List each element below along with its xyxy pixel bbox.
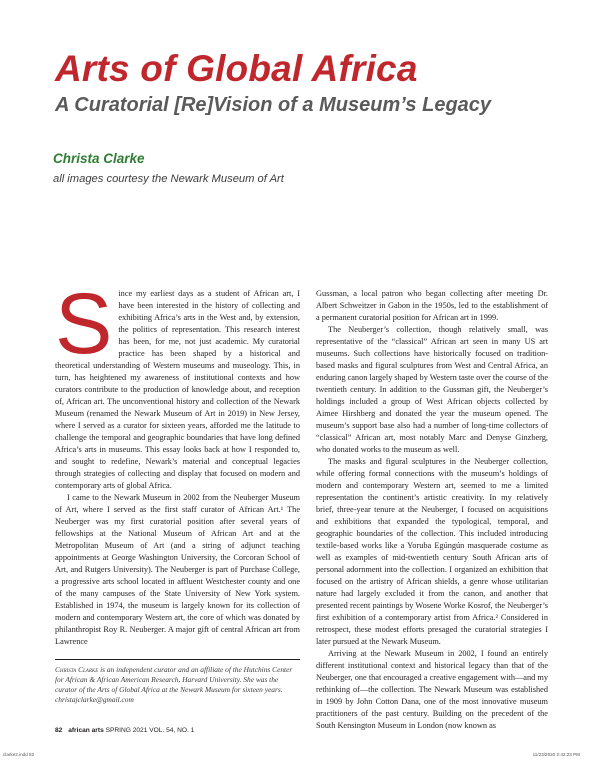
drop-cap: S (55, 276, 113, 372)
body-column-left (55, 276, 300, 648)
issue-info: SPRING 2021 VOL. 54, NO. 1 (105, 727, 195, 734)
bio-text: is an independent curator and an affiliate of the Hutchins Center for African & African American Research, Harvard University. She was the curator of the Arts of Global Africa at the Newark Museum for sixteen years. christajclarke@gmail.com (55, 665, 293, 704)
article-title: Arts of Global Africa (55, 48, 418, 89)
author-byline: Christa Clarke (53, 151, 145, 166)
print-slug-timestamp: 11/23/2020 2:42:23 PM (532, 752, 580, 757)
magazine-name: african arts (68, 727, 104, 734)
body-paragraph: The Neuberger’s collection, though relatively small, was representative of the “classical” African art seen in many US art museums. Such collections have historically focused on tradition-based masks and figural sculptures from West and Central Africa, an enduring canon largely shaped by Western taste over the course of the twentieth century. In addition to the Gussman gift, the Neuberger’s holdings included a group of West African objects collected by Aimee Hirshberg and donated the year the museum opened. The museum’s support base also had a number of long-time collectors of “classical” African art, most notably Marc and Denyse Ginzberg, who donated works to the museum as well. (316, 325, 548, 454)
print-slug-file: clarke2.indd 82 (3, 752, 35, 757)
image-credit: all images courtesy the Newark Museum of Art (53, 173, 284, 185)
page-number: 82 (55, 727, 63, 734)
body-paragraph: ince my earliest days as a student of African art, I have been interested in the history of collecting and exhibiting Africa’s arts in the West and, by extension, the politics of representation. This research interest has been, for me, not just academic. My curatorial practice has been shaped by a historical and theoretical understanding of Western museums and museology. This, in turn, has heightened my awareness of institutional contexts and how curators contribute to the production of knowledge about, and reception of, African art. The unconventional history and collection of the Newark Museum (renamed the Newark Museum of Art in 2019) in New Jersey, where I served as a curator for sixteen years, afforded me the latitude to challenge the temporal and geographic boundaries that have long defined Africa’s arts in museums. This essay looks back at how I responded to, and sought to redefine, Newark’s material and conceptual legacies through strategies of collecting and display that focused on modern and contemporary arts of global Africa. (55, 289, 300, 490)
body-paragraph: Arriving at the Newark Museum in 2002, I found an entirely different institutional context and historical legacy than that of the Neuberger, one that encouraged a creative engagement with—and my rethinking of—the collection. The Newark Museum was established in 1909 by John Cotton Dana, one of the most innovative museum practitioners of the past century. Building on the precedent of the South Kensington Museum in London (now known as (316, 649, 548, 730)
author-bio (55, 659, 300, 705)
body-column-right (316, 288, 548, 732)
body-paragraph: Gussman, a local patron who began collecting after meeting Dr. Albert Schweitzer in Gabon in the 1950s, led to the establishment of a permanent curatorial position for African art in 1999. (316, 289, 548, 322)
article-subtitle: A Curatorial [Re]Vision of a Museum’s Legacy (55, 94, 492, 116)
body-paragraph: I came to the Newark Museum in 2002 from the Neuberger Museum of Art, where I served as the first staff curator of African Art.¹ The Neuberger was my first curatorial position after several years of fellowships at the National Museum of African Art and at the Metropolitan Museum of Art (and a string of adjunct teaching appointments at George Washington University, the Corcoran School of Art, and Rutgers University). The Neuberger is part of Purchase College, a progressive arts school located in affluent Westchester county and one of the many campuses of the State University of New York system. Established in 1974, the museum is largely known for its collection of modern and contemporary Western art, the core of which was donated by philanthropist Roy R. Neuberger. A major gift of central African art from Lawrence (55, 493, 300, 646)
page-footer (55, 727, 194, 734)
bio-author-name: Christa Clarke (55, 665, 99, 674)
body-paragraph: The masks and figural sculptures in the Neuberger collection, while offering formal connections with the museum’s holdings of modern and contemporary Western art, seemed to me a limited representation the continent’s artistic creativity. In my relatively brief, three-year tenure at the Neuberger, I focused on acquisitions and exhibitions that expanded the typological, temporal, and geographic boundaries of the collection. This included introducing textile-based works like a Yoruba Egúngún masquerade costume as well as examples of mid-twentieth century South African arts of personal adornment into the collection. I organized an exhibition that focused on the artistry of African shields, a genre whose utilitarian nature had largely excluded it from the canon, and another that presented recent paintings by Wosene Worke Kosrof, the Neuberger’s first exhibition of a contemporary artist from Africa.² Considered in retrospect, these modest efforts presaged the curatorial strategies I later pursued at the Newark Museum. (316, 457, 548, 646)
